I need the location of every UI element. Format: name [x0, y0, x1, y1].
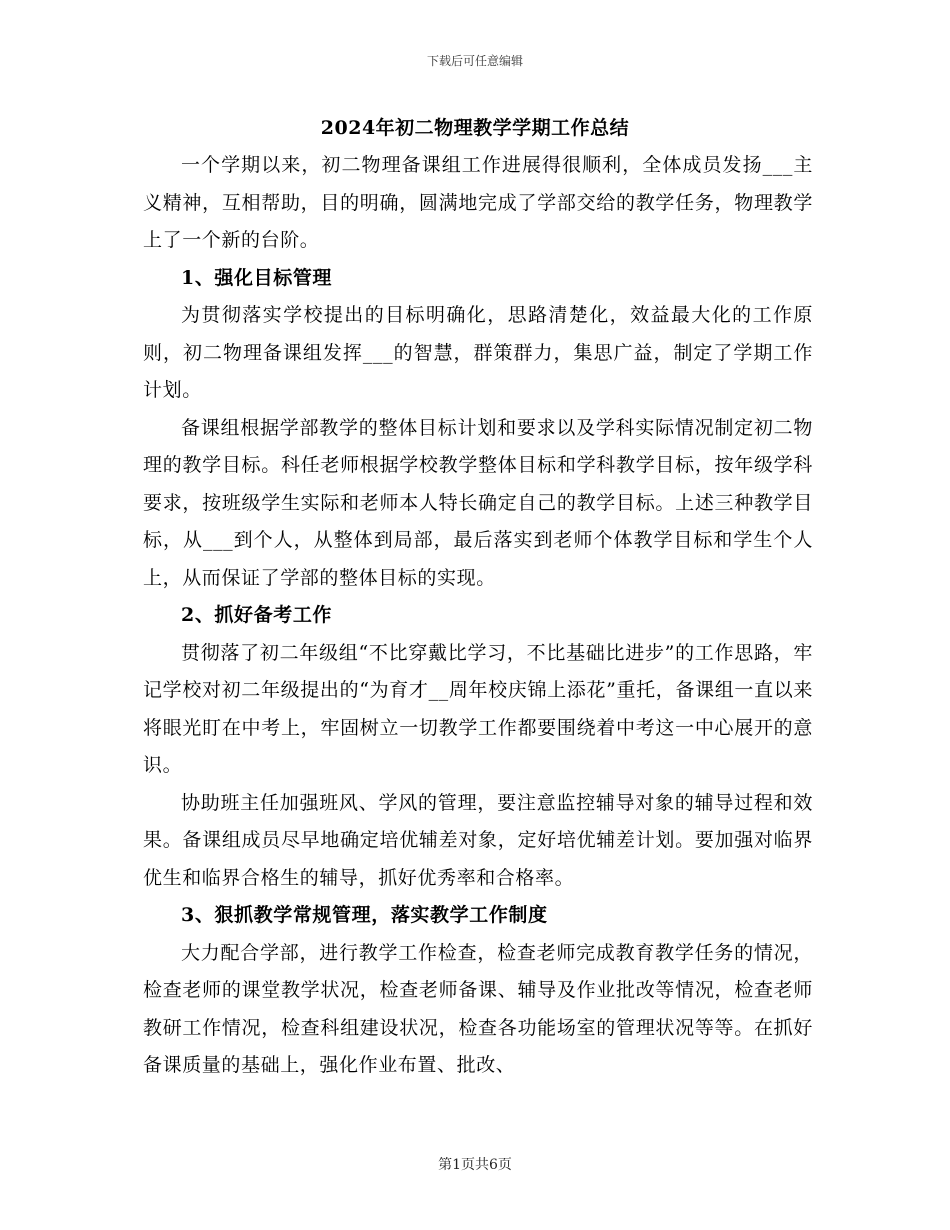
section-2-paragraph-2: 协助班主任加强班风、学风的管理，要注意监控辅导对象的辅导过程和效果。备课组成员尽早地确定培优辅差对象，定好培优辅差计划。要加强对临界优生和临界合格生的辅导，抓好优秀率和合格率。 [143, 791, 813, 889]
section-1-heading: 1、强化目标管理 [181, 266, 333, 289]
section-2-heading: 2、抓好备考工作 [181, 604, 333, 626]
document-title: 2024年初二物理教学学期工作总结 [320, 117, 630, 139]
page-number: 第1页共6页 [438, 1157, 512, 1173]
section-2-paragraph-1: 贯彻落了初二年级组“不比穿戴比学习，不比基础比进步”的工作思路，牢记学校对初二年级提出的“为育才__周年校庆锦上添花”重托，备课组一直以来将眼光盯在中考上，牢固树立一切教学工作都要围绕着中考这一中心展开的意识。 [143, 641, 813, 776]
header-note: 下载后可任意编辑 [426, 54, 523, 68]
section-3-heading: 3、狠抓教学常规管理，落实教学工作制度 [181, 904, 548, 926]
intro-paragraph: 一个学期以来，初二物理备课组工作进展得很顺利，全体成员发扬___主义精神，互相帮助，目的明确，圆满地完成了学部交给的教学任务，物理教学上了一个新的台阶。 [143, 154, 813, 251]
document-body [143, 147, 813, 1085]
section-3-paragraph-1: 大力配合学部，进行教学工作检查，检查老师完成教育教学任务的情况，检查老师的课堂教学状况，检查老师备课、辅导及作业批改等情况，检查老师教研工作情况，检查科组建设状况，检查各功能场室的管理状况等等。在抓好备课质量的基础上，强化作业布置、批改、 [143, 941, 813, 1076]
section-1-paragraph-2: 备课组根据学部教学的整体目标计划和要求以及学科实际情况制定初二物理的教学目标。科任老师根据学校教学整体目标和学科教学目标，按年级学科要求，按班级学生实际和老师本人特长确定自己的教学目标。上述三种教学目标，从___到个人，从整体到局部，最后落实到老师个体教学目标和学生个人上，从而保证了学部的整体目标的实现。 [143, 416, 813, 589]
section-1-paragraph-1: 为贯彻落实学校提出的目标明确化，思路清楚化，效益最大化的工作原则，初二物理备课组发挥___的智慧，群策群力，集思广益，制定了学期工作计划。 [143, 304, 813, 401]
